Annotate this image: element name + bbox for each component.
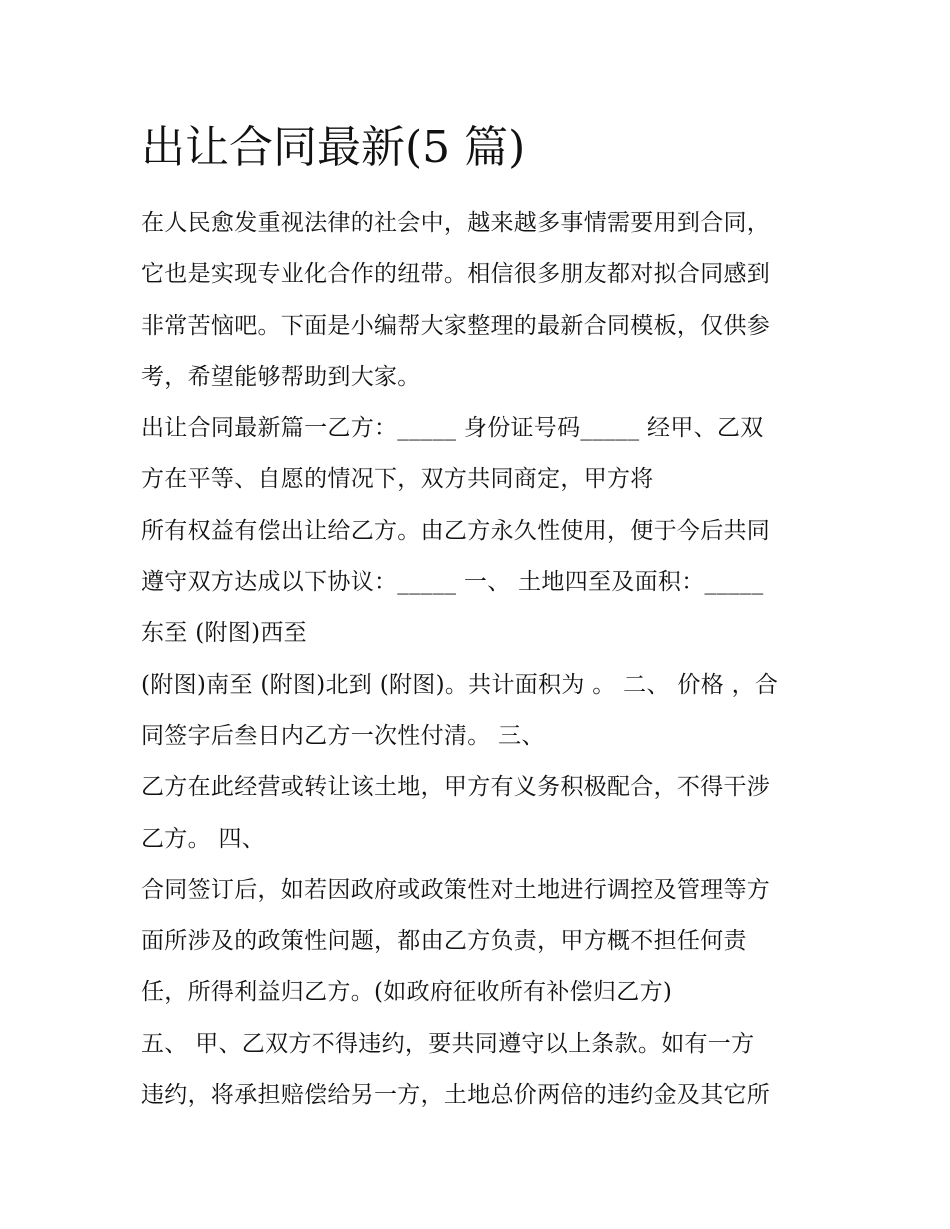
body-line: 合同签订后，如若因政府或政策性对土地进行调控及管理等方 <box>141 876 771 903</box>
body-line: 非常苦恼吧。下面是小编帮大家整理的最新合同模板，仅供参 <box>141 312 771 339</box>
body-line: 它也是实现专业化合作的纽带。相信很多朋友都对拟合同感到 <box>141 261 771 288</box>
body-line: 方在平等、自愿的情况下，双方共同商定，甲方将 <box>141 466 654 493</box>
body-line: 违约，将承担赔偿给另一方，土地总价两倍的违约金及其它所 <box>141 1082 771 1109</box>
body-line: 东至 (附图)西至 <box>141 620 307 647</box>
body-line: 考，希望能够帮助到大家。 <box>141 363 421 390</box>
body-line: (附图)南至 (附图)北到 (附图)。共计面积为 。 二、 价格 ，合 <box>141 671 779 698</box>
document-title: 出让合同最新(5 篇) <box>141 122 526 173</box>
body-line: 所有权益有偿出让给乙方。由乙方永久性使用，便于今后共同 <box>141 517 771 544</box>
body-line: 乙方。 四、 <box>141 825 266 852</box>
body-line: 同签字后叁日内乙方一次性付清。 三、 <box>141 722 545 749</box>
body-line: 乙方在此经营或转让该土地，甲方有义务积极配合，不得干涉 <box>141 774 771 801</box>
document-body <box>141 198 841 1121</box>
body-line: 任，所得利益归乙方。(如政府征收所有补偿归乙方) <box>141 979 673 1006</box>
body-line: 面所涉及的政策性问题，都由乙方负责，甲方概不担任何责 <box>141 928 747 955</box>
body-line: 出让合同最新篇一乙方：_____ 身份证号码_____ 经甲、乙双 <box>141 415 764 442</box>
body-line: 在人民愈发重视法律的社会中，越来越多事情需要用到合同， <box>141 210 771 236</box>
body-line: 遵守双方达成以下协议：_____ 一、 土地四至及面积：_____ <box>141 569 764 596</box>
body-line: 五、 甲、乙双方不得违约，要共同遵守以上条款。如有一方 <box>141 1030 755 1057</box>
